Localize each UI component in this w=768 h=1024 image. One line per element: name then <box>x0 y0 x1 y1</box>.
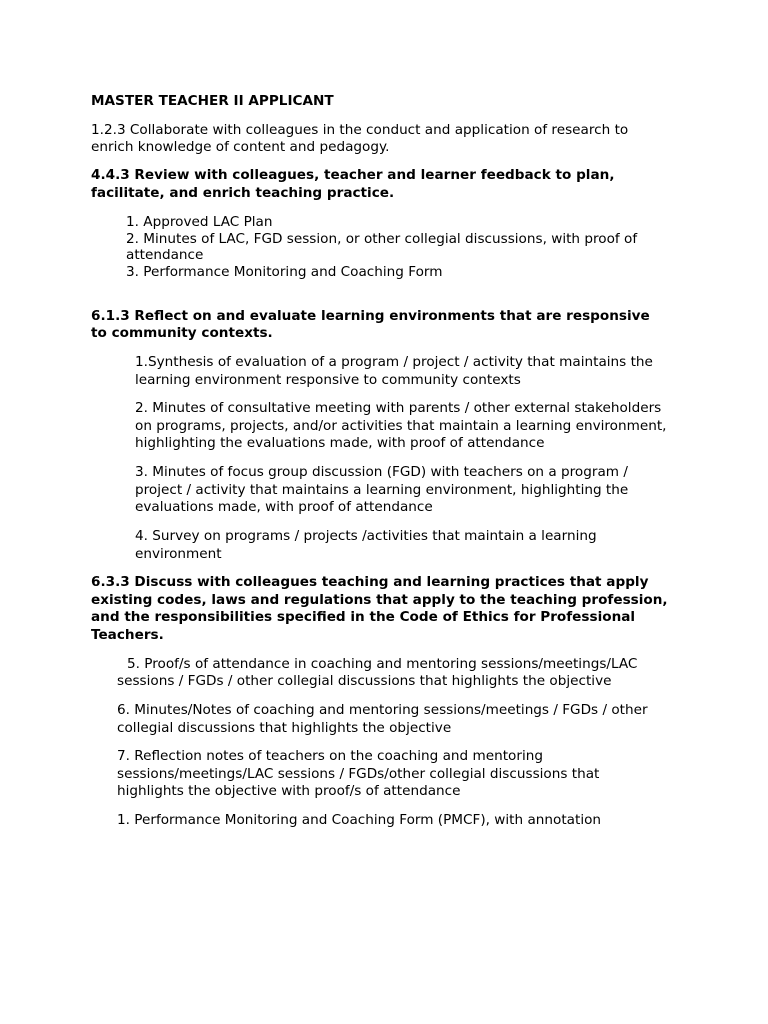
list-item: 6. Minutes/Notes of coaching and mentoring sessions/meetings / FGDs / other <box>117 702 648 718</box>
list-item: 1.Synthesis of evaluation of a program / project / activity that maintains the <box>135 354 653 370</box>
list-item: 1. Approved LAC Plan <box>126 214 273 230</box>
list-item: collegial discussions that highlights the objective <box>117 720 452 736</box>
list-item: environment <box>135 546 222 562</box>
list-item: learning environment responsive to community contexts <box>135 372 521 388</box>
list-item: 3. Performance Monitoring and Coaching Form <box>126 264 443 280</box>
section-heading-633: 6.3.3 Discuss with colleagues teaching and learning practices that apply <box>91 574 649 590</box>
section-heading-633: Teachers. <box>91 627 164 643</box>
list-item: 5. Proof/s of attendance in coaching and mentoring sessions/meetings/LAC <box>127 656 638 672</box>
intro-line: enrich knowledge of content and pedagogy. <box>91 139 390 155</box>
section-heading-443: facilitate, and enrich teaching practice. <box>91 185 395 201</box>
list-item: on programs, projects, and/or activities that maintain a learning environment, <box>135 418 667 434</box>
list-item: 1. Performance Monitoring and Coaching Form (PMCF), with annotation <box>117 812 602 828</box>
list-item: 3. Minutes of focus group discussion (FGD) with teachers on a program / <box>135 464 628 480</box>
intro-line: 1.2.3 Collaborate with colleagues in the conduct and application of research to <box>91 122 629 138</box>
section-heading-613: to community contexts. <box>91 325 273 341</box>
list-item: highlights the objective with proof/s of attendance <box>117 783 461 799</box>
list-item: evaluations made, with proof of attendance <box>135 499 433 515</box>
section-heading-633: existing codes, laws and regulations that apply to the teaching profession, <box>91 592 668 608</box>
list-item: highlighting the evaluations made, with proof of attendance <box>135 435 545 451</box>
list-item: sessions / FGDs / other collegial discussions that highlights the objective <box>117 673 612 689</box>
document-title: MASTER TEACHER II APPLICANT <box>91 93 334 109</box>
section-heading-633: and the responsibilities specified in the Code of Ethics for Professional <box>91 609 636 625</box>
section-heading-443: 4.4.3 Review with colleagues, teacher and learner feedback to plan, <box>91 167 615 183</box>
list-item: 4. Survey on programs / projects /activities that maintain a learning <box>135 528 597 544</box>
list-item: 2. Minutes of consultative meeting with parents / other external stakeholders <box>135 400 662 416</box>
list-item: 2. Minutes of LAC, FGD session, or other collegial discussions, with proof of <box>126 231 638 247</box>
list-item: attendance <box>126 247 204 263</box>
list-item: project / activity that maintains a learning environment, highlighting the <box>135 482 629 498</box>
section-heading-613: 6.1.3 Reflect on and evaluate learning environments that are responsive <box>91 308 650 324</box>
list-item: 7. Reflection notes of teachers on the coaching and mentoring <box>117 748 543 764</box>
list-item: sessions/meetings/LAC sessions / FGDs/other collegial discussions that <box>117 766 600 782</box>
